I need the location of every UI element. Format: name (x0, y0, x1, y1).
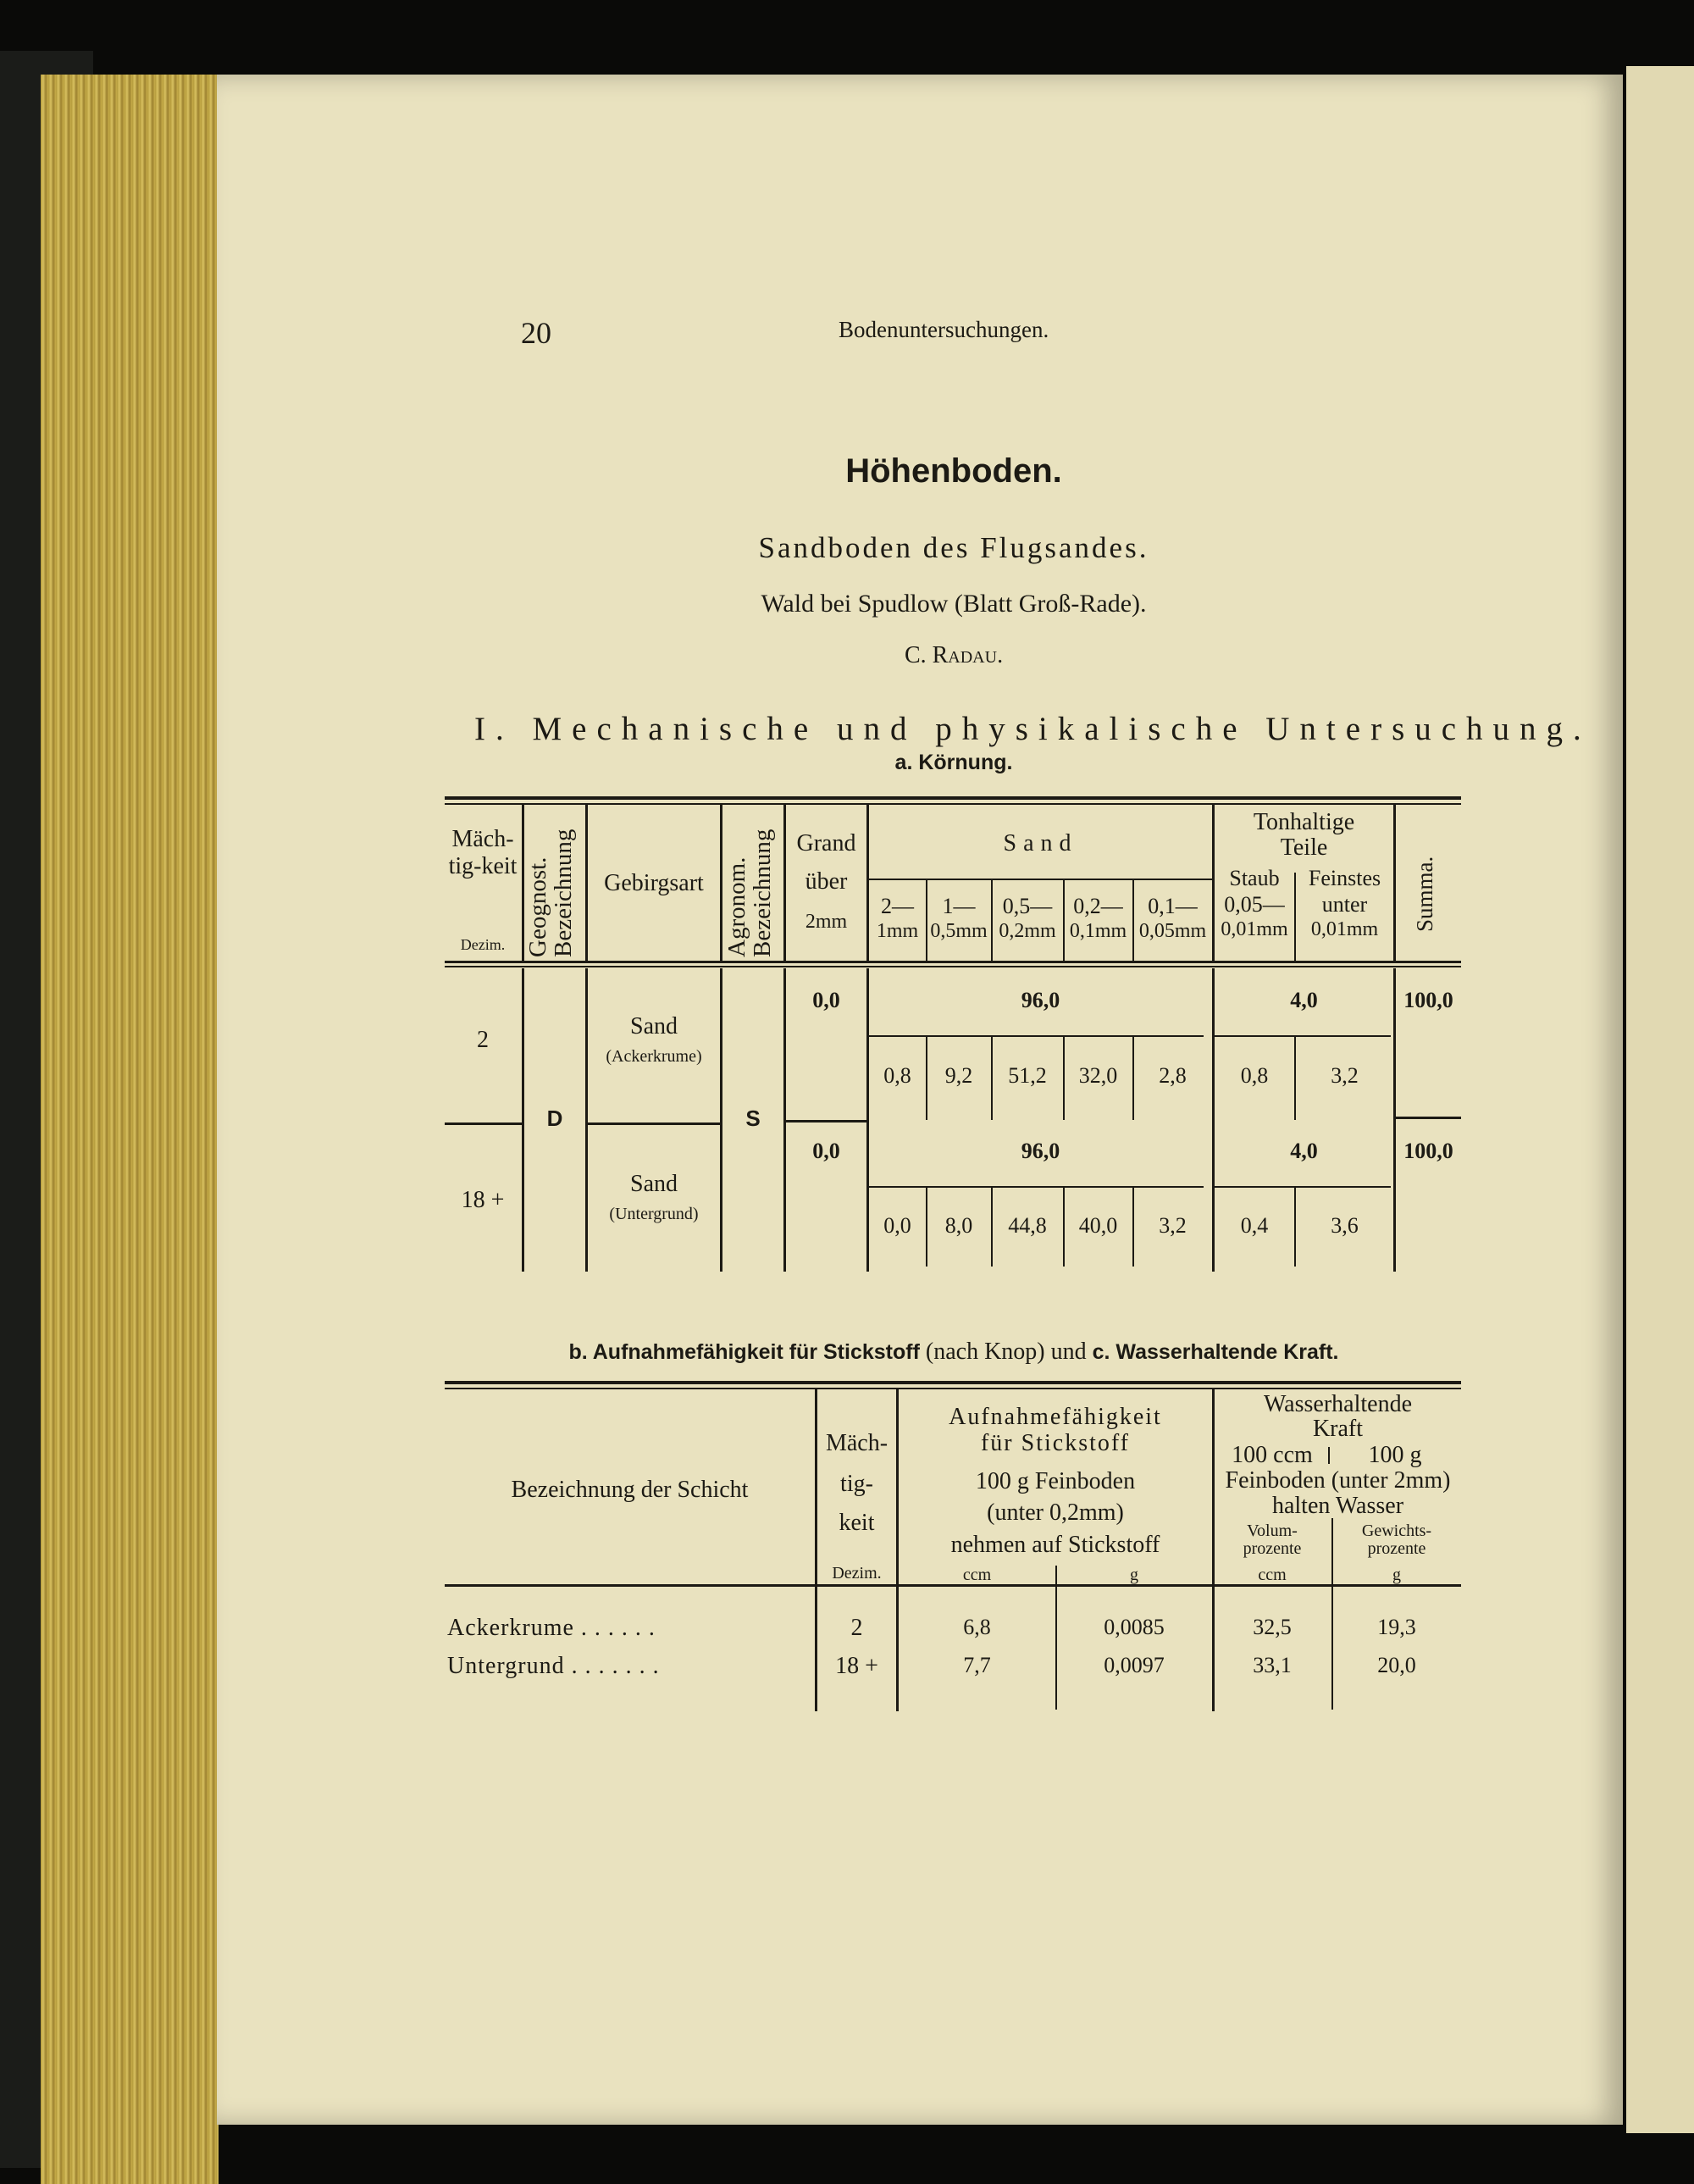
cell-w-vol: 33,1 (1253, 1653, 1292, 1677)
header-agronom: Agronom. Bezeichnung (723, 829, 777, 957)
cell-schicht: Untergrund . . . . . . . (447, 1653, 660, 1679)
header-summa: Summa. (1412, 856, 1437, 932)
heading-c: c. Wasserhaltende Kraft. (1092, 1340, 1339, 1364)
cell-sand-value: 8,0 (944, 1213, 973, 1238)
book-page (217, 75, 1623, 2125)
header-sand-col-unit: 1mm (876, 920, 919, 942)
header-bezeichnung: Bezeichnung der Schicht (511, 1477, 749, 1503)
cell-maechtigkeit: 2 (477, 1027, 489, 1053)
cell-sand-value: 40,0 (1078, 1213, 1118, 1238)
header-sand-col: 0,1— (1148, 894, 1198, 918)
author: C. Radau. (904, 642, 1004, 668)
cell-n-ccm: 7,7 (963, 1653, 991, 1677)
header-wass-3a: 100 ccm (1232, 1442, 1313, 1468)
cell-gebirgsart-sub: (Untergrund) (609, 1205, 699, 1223)
header-wass-unit-g: g (1392, 1566, 1401, 1584)
cell-summa: 100,0 (1403, 1139, 1453, 1163)
cell-n-g: 0,0085 (1104, 1615, 1165, 1639)
cell-geognost: D (546, 1106, 563, 1131)
header-aufn-5: nehmen auf Stickstoff (950, 1532, 1160, 1558)
header-grand-3: 2mm (805, 911, 848, 933)
cell-sand-value: 51,2 (1008, 1063, 1047, 1088)
header-maech-1: Mäch- (825, 1430, 889, 1456)
header-wass-2: Kraft (1312, 1416, 1364, 1442)
header-maech-2: tig- (840, 1471, 873, 1497)
header-tonhaltige: Tonhaltige (1253, 809, 1355, 835)
subsection-heading-bc (107, 1339, 1694, 1366)
cell-sand-value: 2,8 (1159, 1063, 1187, 1088)
header-gebirgsart: Gebirgsart (604, 870, 704, 896)
header-feinstes: Feinstes (1308, 866, 1381, 890)
header-staub-2: 0,05— (1224, 892, 1285, 917)
heading-b: b. Aufnahmefähigkeit für Stickstoff (568, 1340, 920, 1364)
header-sand: Sand (1003, 830, 1078, 856)
header-maech-unit: Dezim. (832, 1564, 882, 1583)
header-maechtigkeit: Mäch-tig-keit (448, 826, 518, 880)
header-sand-col: 0,5— (1002, 894, 1053, 918)
cell-sand-value: 0,8 (883, 1063, 911, 1088)
header-wass-3b: 100 g (1368, 1442, 1422, 1468)
header-wass-gew-2: prozente (1367, 1539, 1426, 1558)
cell-sand-value: 9,2 (944, 1063, 973, 1088)
cell-w-vol: 32,5 (1253, 1615, 1292, 1639)
page-edges (41, 75, 219, 2184)
section-heading: I. Mechanische und physikalische Untersuchung. (474, 711, 1592, 747)
running-head: Bodenuntersuchungen. (839, 317, 1049, 342)
header-wass-5: halten Wasser (1271, 1493, 1404, 1519)
header-teile: Teile (1280, 834, 1328, 861)
header-geognost: Geognost. Bezeichnung (524, 829, 578, 957)
header-aufn-unit-g: g (1130, 1566, 1138, 1584)
cell-grand: 0,0 (812, 988, 840, 1012)
header-wass-gew: Gewichts- (1361, 1522, 1432, 1540)
cell-maech: 18 + (835, 1653, 878, 1679)
header-wass-4: Feinboden (unter 2mm) (1225, 1467, 1451, 1494)
header-sand-col-unit: 0,05mm (1138, 920, 1207, 942)
page-title: Höhenboden. (845, 452, 1062, 490)
location: Wald bei Spudlow (Blatt Groß-Rade). (761, 590, 1147, 618)
cell-gebirgsart-sub: (Ackerkrume) (606, 1047, 702, 1066)
header-grand: Grand (796, 830, 856, 856)
cell-maechtigkeit: 18 + (461, 1187, 505, 1213)
header-grand-2: über (805, 868, 848, 895)
header-sand-col: 0,2— (1073, 894, 1123, 918)
cell-n-g: 0,0097 (1104, 1653, 1165, 1677)
header-feinstes-2: unter (1321, 892, 1368, 917)
cell-sand-value: 0,0 (883, 1213, 911, 1238)
header-wass-vol: Volum- (1247, 1522, 1298, 1540)
cell-gebirgsart: Sand (630, 1171, 678, 1197)
cell-agronom: S (745, 1106, 761, 1131)
header-feinstes-3: 0,01mm (1310, 918, 1379, 940)
cell-ton-value: 3,2 (1331, 1063, 1359, 1088)
header-sand-col-unit: 0,1mm (1069, 920, 1127, 942)
cell-summa: 100,0 (1403, 988, 1453, 1012)
header-aufn-3: 100 g Feinboden (975, 1468, 1136, 1494)
cell-schicht: Ackerkrume . . . . . . (447, 1615, 656, 1641)
header-sand-col: 1— (942, 894, 976, 918)
cell-sand-value: 32,0 (1078, 1063, 1118, 1088)
cell-sand-value: 44,8 (1008, 1213, 1047, 1238)
cell-w-gew: 20,0 (1377, 1653, 1416, 1677)
header-staub-3: 0,01mm (1221, 918, 1288, 940)
cell-gebirgsart: Sand (630, 1013, 678, 1039)
header-sand-col-unit: 0,5mm (930, 920, 988, 942)
header-aufn-4: (unter 0,2mm) (987, 1499, 1124, 1526)
page-number: 20 (521, 316, 551, 350)
cell-ton-value: 0,4 (1240, 1213, 1269, 1238)
next-page-edge (1626, 66, 1694, 2133)
heading-b-text: (nach Knop) und (925, 1339, 1087, 1365)
header-maechtigkeit-unit: Dezim. (460, 936, 506, 953)
cell-maech: 2 (850, 1615, 863, 1641)
header-sand-col-unit: 0,2mm (999, 920, 1056, 942)
cell-sand-total: 96,0 (1021, 1139, 1060, 1163)
header-aufn-2: für Stickstoff (980, 1430, 1131, 1456)
header-staub: Staub (1229, 866, 1280, 890)
subtitle: Sandboden des Flugsandes. (758, 531, 1149, 564)
cell-n-ccm: 6,8 (963, 1615, 991, 1639)
cell-w-gew: 19,3 (1377, 1615, 1416, 1639)
header-sand-col: 2— (881, 894, 914, 918)
header-wass-vol-2: prozente (1243, 1539, 1302, 1558)
cell-grand: 0,0 (812, 1139, 840, 1163)
header-aufn-1: Aufnahmefähigkeit (949, 1404, 1162, 1430)
header-wass-unit-ccm: ccm (1258, 1566, 1287, 1584)
header-maech-3: keit (839, 1510, 875, 1536)
subsection-heading-a: a. Körnung. (894, 751, 1013, 774)
cell-ton-total: 4,0 (1290, 1139, 1318, 1163)
header-aufn-unit-ccm: ccm (962, 1566, 992, 1584)
cell-ton-value: 3,6 (1331, 1213, 1359, 1238)
cell-ton-total: 4,0 (1290, 988, 1318, 1012)
cell-ton-value: 0,8 (1240, 1063, 1269, 1088)
cell-sand-value: 3,2 (1159, 1213, 1187, 1238)
header-wass-1: Wasserhaltende (1264, 1391, 1412, 1417)
cell-sand-total: 96,0 (1021, 988, 1060, 1012)
